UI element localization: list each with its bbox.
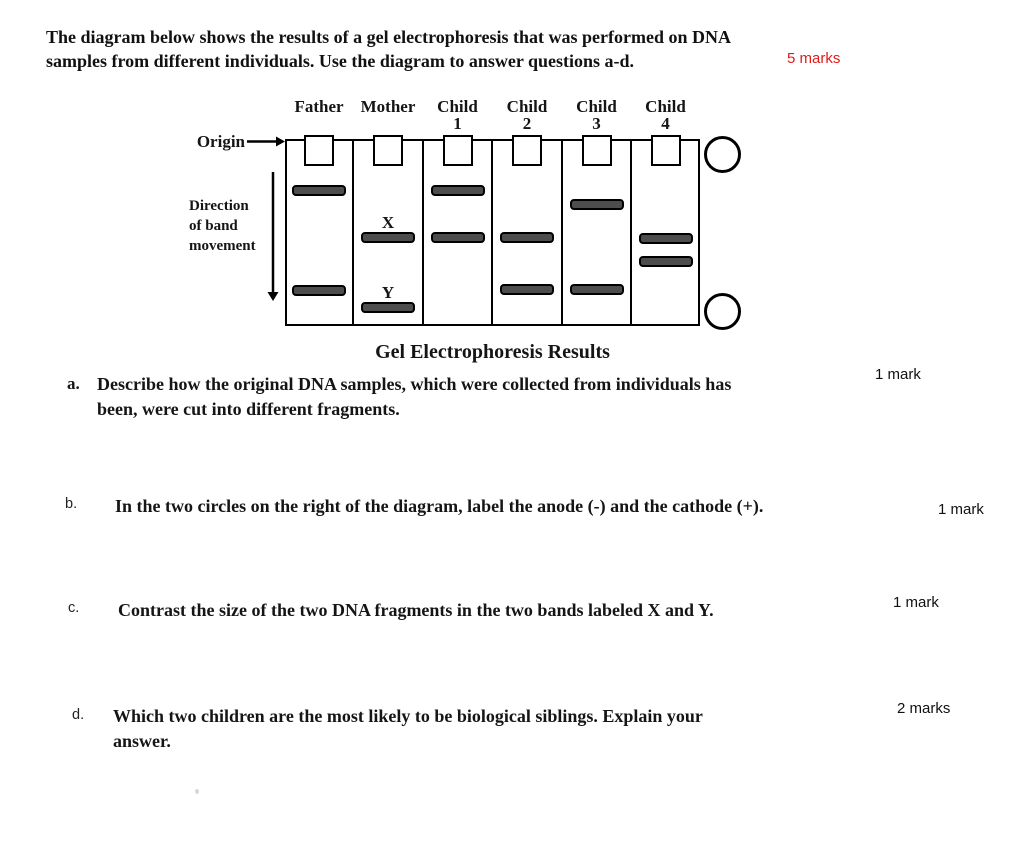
well-child-1 xyxy=(443,135,473,166)
lane-label-child-4: Child xyxy=(645,97,686,116)
dna-band-child-3 xyxy=(570,199,624,210)
dna-band-father xyxy=(292,285,346,296)
dna-band-child-1 xyxy=(431,185,485,196)
question-d-line-2: answer. xyxy=(113,731,171,751)
instructions-line-1: The diagram below shows the results of a gel electrophoresis that was performed on DNA xyxy=(46,27,731,47)
lane-label-mother: Mother xyxy=(360,97,416,116)
question-b-text xyxy=(115,494,763,519)
question-c-marks: 1 mark xyxy=(893,594,939,611)
question-d-text xyxy=(113,704,703,754)
band-tag-x: X xyxy=(381,213,395,232)
lane-divider xyxy=(630,139,632,326)
direction-line-1: Direction xyxy=(189,198,249,214)
dna-band-child-4 xyxy=(639,256,693,267)
lane-divider xyxy=(491,139,493,326)
dna-band-mother-y xyxy=(361,302,415,313)
question-a-letter: a. xyxy=(67,374,80,393)
well-mother xyxy=(373,135,403,166)
scan-artifact-dot xyxy=(195,789,199,794)
instructions-line-2: samples from different individuals. Use the diagram to answer questions a-d. xyxy=(46,51,635,71)
question-a-text xyxy=(97,372,731,422)
direction-of-band-movement-label xyxy=(189,196,256,256)
lane-label-child-2: 2 xyxy=(522,114,532,133)
lane-label-child-3: 3 xyxy=(592,114,601,133)
lane-label-father: Father xyxy=(294,97,344,116)
origin-label: Origin xyxy=(196,132,245,151)
question-b-letter: b. xyxy=(65,496,78,512)
lane-label-child-1: Child xyxy=(437,97,478,116)
electrode-circle-top xyxy=(704,136,741,173)
question-d-marks: 2 marks xyxy=(897,700,951,717)
direction-line-2: of band xyxy=(189,218,238,234)
dna-band-father xyxy=(292,185,346,196)
direction-line-3: movement xyxy=(189,238,256,254)
question-d-line-1: Which two children are the most likely to be biological siblings. Explain your xyxy=(113,706,703,726)
question-c-letter: c. xyxy=(68,600,80,616)
dna-band-child-2 xyxy=(500,232,554,243)
total-marks-label: 5 marks xyxy=(787,50,841,67)
lane-label-child-3: Child xyxy=(576,97,617,116)
question-a-line-2: been, were cut into different fragments. xyxy=(97,399,400,419)
dna-band-mother-x xyxy=(361,232,415,243)
electrode-circle-bottom xyxy=(704,293,741,330)
lane-label-child-4: 4 xyxy=(661,114,670,133)
lane-divider xyxy=(422,139,424,326)
diagram-caption: Gel Electrophoresis Results xyxy=(375,341,610,363)
lane-divider xyxy=(561,139,563,326)
well-child-3 xyxy=(582,135,612,166)
well-father xyxy=(304,135,334,166)
question-c-line-1: Contrast the size of the two DNA fragments in the two bands labeled X and Y. xyxy=(118,600,714,620)
dna-band-child-2 xyxy=(500,284,554,295)
dna-band-child-3 xyxy=(570,284,624,295)
question-d-letter: d. xyxy=(72,707,85,723)
dna-band-child-4 xyxy=(639,233,693,244)
well-child-2 xyxy=(512,135,542,166)
lane-label-child-1: 1 xyxy=(453,114,462,133)
question-b-marks: 1 mark xyxy=(938,501,984,518)
question-c-text xyxy=(118,598,714,623)
dna-band-child-1 xyxy=(431,232,485,243)
lane-divider xyxy=(352,139,354,326)
well-child-4 xyxy=(651,135,681,166)
question-a-line-1: Describe how the original DNA samples, which were collected from individuals has xyxy=(97,374,732,394)
band-tag-y: Y xyxy=(381,283,395,302)
question-b-line-1: In the two circles on the right of the diagram, label the anode (-) and the cathode (+). xyxy=(115,496,764,516)
lane-label-child-2: Child xyxy=(506,97,548,116)
question-a-marks: 1 mark xyxy=(875,366,921,383)
